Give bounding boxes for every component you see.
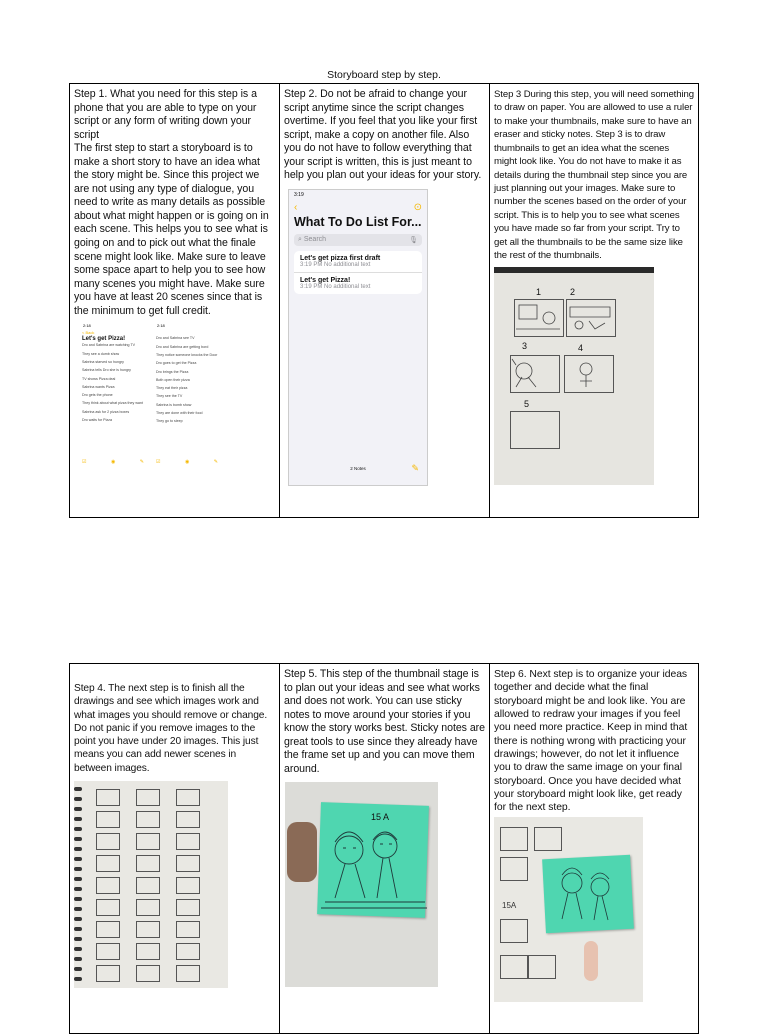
note-lines (78, 343, 148, 422)
phone-status-time: 2:18 (83, 323, 91, 329)
note-item-detail: No additional text (324, 283, 371, 290)
notes-list (294, 251, 422, 294)
camera-icon[interactable]: ◉ (184, 459, 190, 466)
thumbnail-frame (96, 943, 120, 960)
binding-ring (74, 887, 82, 891)
thumbnail-frame (176, 789, 200, 806)
step-5-cell (280, 664, 490, 1034)
sketch-drawing (494, 273, 654, 485)
compose-icon[interactable]: ✎ (213, 459, 218, 466)
sketch-number: 2 (570, 287, 576, 298)
step-4-sketchbook-photo (74, 781, 228, 988)
binding-ring (74, 867, 82, 871)
script-line: They eat their pizza (156, 386, 188, 391)
thumbnail-frame (136, 921, 160, 938)
binding-ring (74, 937, 82, 941)
note-lines (152, 330, 222, 423)
phone-status-time: 2:18 (157, 323, 165, 329)
binding-ring (74, 847, 82, 851)
thumbnail-frame (96, 899, 120, 916)
thumbnail-frame (176, 921, 200, 938)
step-2-cell (280, 84, 490, 518)
step-2-text: Step 2. Do not be afraid to change your script anytime since the script changes overtime. If you feel that you like your first script, make a copy on another file. Also you do not have to follow everything that your script is written, this is just meant to help you plan out your ideas for your story. (284, 88, 482, 182)
thumbnail-frame (96, 833, 120, 850)
step-1-cell (70, 84, 280, 518)
binding-ring (74, 957, 82, 961)
script-line: Dro and Sabrina are getting bord (156, 344, 209, 349)
script-line: They go to sleep (156, 419, 183, 424)
step-3-thumbnail-sketch-photo (494, 267, 654, 485)
step-1-text: Step 1. What you need for this step is a phone that you are able to type on your script or any form of writing down your script The first step to start a storyboard is to make a short story to have an idea what the story might be. Since this project we are not using any type of dialogue, you need to write as many details as possible about what might happen or is going on in each scene. This helps you to see what is going on and to pick out what the finale scene might look like. Make sure to leave some space apart to help you to see how many scenes you might have. Make sure you have at least 20 scenes since that is the minimum to get full credit. (74, 88, 269, 317)
checklist-icon[interactable]: ☑ (82, 459, 87, 466)
note-item-detail: No additional text (324, 261, 371, 268)
thumbnail-frame (176, 833, 200, 850)
step-4-cell (70, 664, 280, 1034)
thumbnail-frame (96, 855, 120, 872)
script-line: They see the TV (156, 394, 183, 399)
binding-ring (74, 787, 82, 791)
sketch-number: 5 (524, 399, 530, 410)
thumbnail-frame (136, 855, 160, 872)
script-line: Dro and Sabrina are watching TV (82, 343, 136, 348)
binding-ring (74, 837, 82, 841)
script-line: They think about what pizza they want (82, 401, 143, 406)
folder-title: What To Do List For... (294, 214, 422, 229)
script-line: Sabrina ask for 2 pizza boxes (82, 409, 130, 414)
more-icon[interactable]: ⊙ (413, 201, 422, 213)
thumbnail-frame (136, 789, 160, 806)
sketch-number: 3 (522, 341, 528, 352)
script-line: Dro waits for Pizza (82, 418, 112, 423)
search-bar[interactable] (294, 234, 422, 246)
back-link[interactable]: < Back (82, 330, 95, 336)
step-5-text: Step 5. This step of the thumbnail stage is to plan out your ideas and see what works and does not work. You can use sticky notes to move around your stories if you know the story works best. Sticky notes are great tools to use since they already have the frame set up and you can move them around. (284, 668, 485, 775)
note-item[interactable] (294, 251, 422, 273)
thumbnail-frame (136, 965, 160, 982)
binding-ring (74, 907, 82, 911)
thumbnail-frame (96, 921, 120, 938)
thumbnail-frame (176, 877, 200, 894)
thumbnail-frame (136, 877, 160, 894)
binding-ring (74, 827, 82, 831)
thumbnail-frame (136, 833, 160, 850)
script-line: They see a dumb show (82, 351, 120, 356)
note-item-time: 3:19 PM (300, 283, 323, 290)
note-item[interactable] (294, 273, 422, 294)
script-line: They are done with their food (156, 411, 203, 416)
storyboard-table-top (69, 83, 699, 518)
thumbnail-frame (96, 789, 120, 806)
phone-nav (289, 200, 427, 215)
script-line: Dro goes to get the Pizza (156, 361, 197, 366)
binding-ring (74, 797, 82, 801)
script-line: Dro and Sabrina see TV (156, 336, 195, 341)
step-4-text: Step 4. The next step is to finish all the drawings and see which images work and what images you should remove or change. Do not panic if you remove images to the point you have under 20 images. This just means you can add newer scenes in between images. (74, 683, 268, 774)
script-line: TV shows Pizza deal (82, 376, 116, 381)
script-phone-left (78, 321, 148, 469)
thumbnail-frame (176, 899, 200, 916)
note-title: Let's get Pizza! (82, 336, 126, 343)
note-item-title: Let's get pizza first draft (300, 254, 381, 262)
step-5-sticky-note-photo (285, 782, 438, 987)
script-line: Dro gets the phone (82, 393, 113, 398)
binding-ring (74, 967, 82, 971)
document-title: Storyboard step by step. (327, 69, 441, 81)
checklist-icon[interactable]: ☑ (156, 459, 161, 466)
thumbnail-frame (176, 811, 200, 828)
script-line: Sabrina wants Pizza (82, 384, 115, 389)
microphone-icon[interactable]: 🎙 (409, 236, 418, 244)
thumbnail-frame (96, 965, 120, 982)
thumbnail-frame (136, 899, 160, 916)
script-line: Sabrina starved so hungry (82, 359, 124, 364)
sketch-number: 4 (578, 343, 584, 354)
thumbnail-frame (136, 811, 160, 828)
binding-ring (74, 917, 82, 921)
search-icon: ⌕ (298, 235, 302, 243)
phone-toolbar (82, 459, 144, 465)
sketch-number: 1 (536, 287, 542, 298)
binding-ring (74, 807, 82, 811)
step-1-script-screenshots (78, 321, 275, 469)
script-line: Sabrina is bomb show (156, 402, 192, 407)
storyboard-table-bottom (69, 663, 699, 1034)
thumbnail-frame (96, 811, 120, 828)
binding-ring (74, 977, 82, 981)
thumbnail-frame (136, 943, 160, 960)
note-item-time: 3:19 PM (300, 261, 323, 268)
thumbnail-frame (176, 943, 200, 960)
step-3-cell (490, 84, 699, 518)
compose-icon[interactable]: ✎ (411, 462, 419, 473)
script-line: Both open their pizza (156, 377, 190, 382)
script-line: They notice someone knocks the Door (156, 352, 218, 357)
script-line: Dro brings the Pizza (156, 369, 189, 374)
step-6-text: Step 6. Next step is to organize your ideas together and decide what the final storyboard might be and look like. You are allowed to redraw your images if you feel you need more practice. Keep in mind that there is nothing wrong with practicing your drawings; however, do not let it influence you to draw the same image on your final storyboard. Once you have decided what your storyboard might look like, get ready for the next step. (494, 669, 688, 814)
binding-ring (74, 877, 82, 881)
thumbnail-frame (176, 965, 200, 982)
step-2-notes-screenshot (288, 189, 428, 486)
step-3-text: Step 3 During this step, you will need something to draw on paper. You are allowed to use a ruler to make your thumbnails, make sure to have an eraser and sticky notes. Step 3 is to draw thumbnails to get an idea what the scenes might look like. You do not have to make it as details during the thumbnail step since you are just planning out your images. Make sure to number the scenes based on the order of your script. This is to help you to see what scenes you have made so far from your script. Try to get all the thumbnails to be the same size like the rest of the thumbnails. (494, 89, 694, 262)
binding-ring (74, 857, 82, 861)
search-placeholder: Search (303, 235, 327, 243)
sticky-note-drawing (494, 817, 643, 1002)
script-line: Sabrina tells Dro she is hungry (82, 368, 131, 373)
binding-ring (74, 927, 82, 931)
sticky-note-label: 15 A (371, 812, 390, 823)
photo-label: 15A (502, 901, 517, 911)
script-phone-right (152, 321, 222, 469)
thumbnail-frame (176, 855, 200, 872)
step-6-cell (490, 664, 699, 1034)
note-item-title: Let's get Pizza! (300, 276, 351, 284)
binding-ring (74, 897, 82, 901)
step-6-arrangement-photo (494, 817, 643, 1002)
camera-icon[interactable]: ◉ (110, 459, 116, 466)
binding-ring (74, 947, 82, 951)
phone-toolbar (156, 459, 218, 465)
thumbnail-frame (96, 877, 120, 894)
compose-icon[interactable]: ✎ (139, 459, 144, 466)
binding-ring (74, 817, 82, 821)
notes-count: 2 Notes (350, 465, 366, 471)
phone-status-time: 3:19 (294, 191, 304, 198)
back-chevron-icon[interactable]: ‹ (294, 201, 298, 213)
sticky-note-drawing (285, 782, 438, 987)
finger (584, 941, 598, 981)
